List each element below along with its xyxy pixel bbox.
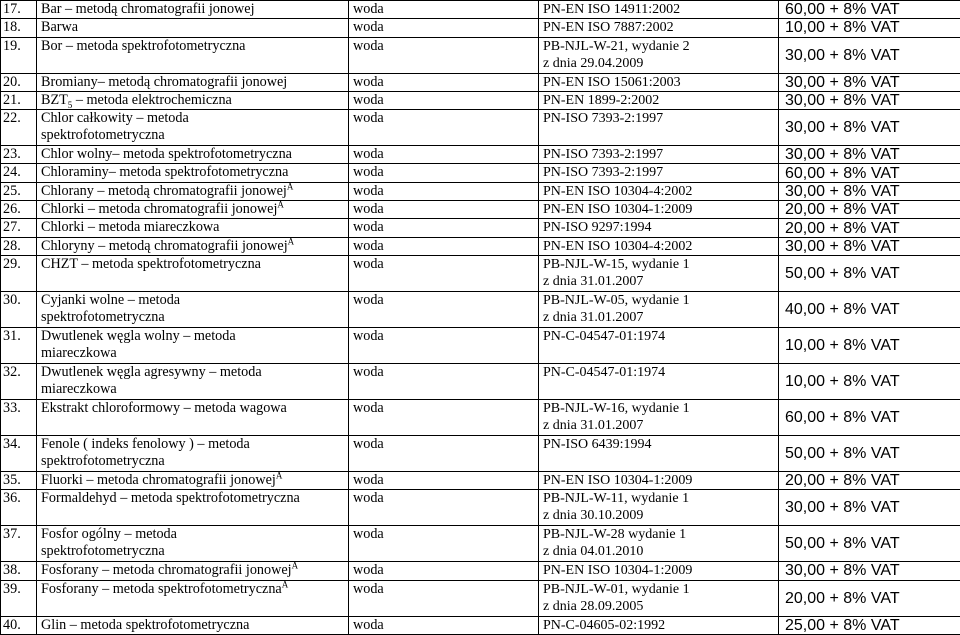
method-text-line2: spektrofotometryczna <box>41 127 165 144</box>
price-cell <box>779 182 960 200</box>
standard-text: PN-EN 1899-2:2002 <box>543 92 660 108</box>
method-cell <box>37 219 349 237</box>
method-cell <box>37 182 349 200</box>
table-row <box>1 19 960 37</box>
standard-cell <box>539 616 779 634</box>
matrix-cell <box>349 201 539 219</box>
standard-cell <box>539 327 779 363</box>
standard-cell <box>539 164 779 182</box>
method-cell <box>37 73 349 91</box>
row-number <box>1 363 37 399</box>
price-cell <box>779 291 960 327</box>
method-superscript: A <box>286 182 294 192</box>
matrix-text: woda <box>353 37 384 54</box>
price-cell <box>779 91 960 109</box>
matrix-cell <box>349 616 539 634</box>
matrix-text: woda <box>353 435 384 452</box>
price-cell <box>779 73 960 91</box>
row-number <box>1 73 37 91</box>
price-text: 20,00 + 8% VAT <box>785 472 900 490</box>
row-number-text: 19. <box>3 37 21 54</box>
row-number-text: 30. <box>3 291 21 308</box>
table-row <box>1 580 960 616</box>
standard-cell <box>539 219 779 237</box>
method-cell <box>37 291 349 327</box>
standard-text: PB-NJL-W-21, wydanie 2 <box>543 38 690 54</box>
matrix-cell <box>349 19 539 37</box>
row-number-text: 23. <box>3 146 21 163</box>
table-row <box>1 182 960 200</box>
matrix-cell <box>349 471 539 489</box>
standard-date: z dnia 04.01.2010 <box>543 544 644 560</box>
table-row <box>1 255 960 291</box>
method-text: BZT <box>41 91 68 108</box>
standard-cell <box>539 1 779 19</box>
row-number <box>1 580 37 616</box>
row-number-text: 38. <box>3 562 21 579</box>
method-superscript: A <box>277 200 284 210</box>
price-text: 30,00 + 8% VAT <box>785 92 900 110</box>
method-cell <box>37 110 349 146</box>
matrix-text: woda <box>353 562 384 579</box>
table-row <box>1 164 960 182</box>
price-cell <box>779 37 960 73</box>
table-row <box>1 399 960 435</box>
row-number <box>1 562 37 580</box>
table-row <box>1 219 960 237</box>
matrix-text: woda <box>353 526 384 543</box>
row-number-text: 26. <box>3 201 21 218</box>
price-text: 30,00 + 8% VAT <box>785 237 900 255</box>
matrix-text: woda <box>353 399 384 416</box>
table-row <box>1 91 960 109</box>
method-cell <box>37 471 349 489</box>
price-text: 10,00 + 8% VAT <box>785 19 900 37</box>
row-number <box>1 399 37 435</box>
method-text-line2: miareczkowa <box>41 344 117 361</box>
row-number <box>1 237 37 255</box>
price-cell <box>779 616 960 634</box>
standard-text: PN-EN ISO 10304-1:2009 <box>543 472 693 488</box>
price-text: 60,00 + 8% VAT <box>785 1 900 19</box>
row-number-text: 34. <box>3 435 21 452</box>
standard-text: PB-NJL-W-05, wydanie 1 <box>543 292 690 308</box>
method-cell <box>37 327 349 363</box>
matrix-text: woda <box>353 146 384 163</box>
method-text: Chlor wolny– metoda spektrofotometryczna <box>41 146 292 163</box>
standard-cell <box>539 363 779 399</box>
price-cell <box>779 327 960 363</box>
standard-date: z dnia 29.04.2009 <box>543 55 644 71</box>
table-row <box>1 73 960 91</box>
method-text: Fluorki – metoda chromatografii jonowej <box>41 471 276 488</box>
matrix-text: woda <box>353 255 384 272</box>
price-cell <box>779 526 960 562</box>
method-text: Chloraminy– metoda spektrofotometryczna <box>41 164 289 181</box>
standard-text: PB-NJL-W-01, wydanie 1 <box>543 581 690 597</box>
matrix-cell <box>349 363 539 399</box>
matrix-text: woda <box>353 471 384 488</box>
method-superscript: A <box>281 580 289 589</box>
standard-text: PB-NJL-W-11, wydanie 1 <box>543 491 690 507</box>
standard-cell <box>539 73 779 91</box>
row-number-text: 35. <box>3 471 21 488</box>
matrix-cell <box>349 291 539 327</box>
method-text: Chloryny – metodą chromatografii jonowej <box>41 237 288 254</box>
matrix-cell <box>349 562 539 580</box>
method-cell <box>37 164 349 182</box>
price-cell <box>779 1 960 19</box>
price-cell <box>779 237 960 255</box>
price-text: 20,00 + 8% VAT <box>785 219 900 237</box>
method-text: Fosfor ogólny – metoda <box>41 526 177 543</box>
standard-text: PN-EN ISO 7887:2002 <box>543 20 674 36</box>
standard-cell <box>539 471 779 489</box>
row-number <box>1 164 37 182</box>
matrix-cell <box>349 182 539 200</box>
row-number <box>1 110 37 146</box>
matrix-cell <box>349 526 539 562</box>
method-text-line2: spektrofotometryczna <box>41 543 165 560</box>
price-cell <box>779 164 960 182</box>
row-number-text: 29. <box>3 255 21 272</box>
row-number-text: 37. <box>3 526 21 543</box>
matrix-text: woda <box>353 73 384 90</box>
method-text: Chlor całkowity – metoda <box>41 110 189 127</box>
method-cell <box>37 1 349 19</box>
row-number <box>1 182 37 200</box>
matrix-text: woda <box>353 182 384 199</box>
method-text-line2: miareczkowa <box>41 380 117 397</box>
standard-text: PN-C-04547-01:1974 <box>543 364 666 380</box>
standard-cell <box>539 562 779 580</box>
method-cell <box>37 526 349 562</box>
method-text: Fenole ( indeks fenolowy ) – metoda <box>41 435 250 452</box>
row-number <box>1 327 37 363</box>
table-row <box>1 363 960 399</box>
method-superscript: A <box>275 471 283 481</box>
row-number <box>1 146 37 164</box>
row-number-text: 33. <box>3 399 21 416</box>
row-number <box>1 490 37 526</box>
standard-text: PB-NJL-W-15, wydanie 1 <box>543 256 690 272</box>
price-cell <box>779 201 960 219</box>
matrix-text: woda <box>353 490 384 507</box>
standard-cell <box>539 490 779 526</box>
matrix-cell <box>349 219 539 237</box>
price-text: 60,00 + 8% VAT <box>785 164 900 182</box>
standard-cell <box>539 580 779 616</box>
standard-text: PN-EN ISO 10304-4:2002 <box>543 238 693 254</box>
row-number-text: 20. <box>3 73 21 90</box>
price-list-body <box>1 1 960 635</box>
standard-cell <box>539 201 779 219</box>
method-cell <box>37 146 349 164</box>
table-row <box>1 616 960 634</box>
table-row <box>1 291 960 327</box>
price-cell <box>779 399 960 435</box>
price-text: 20,00 + 8% VAT <box>785 201 900 219</box>
standard-text: PN-EN ISO 14911:2002 <box>543 2 681 17</box>
standard-cell <box>539 526 779 562</box>
method-cell <box>37 490 349 526</box>
method-cell <box>37 399 349 435</box>
price-text: 20,00 + 8% VAT <box>785 589 900 607</box>
matrix-text: woda <box>353 616 384 633</box>
standard-cell <box>539 435 779 471</box>
matrix-cell <box>349 435 539 471</box>
price-text: 25,00 + 8% VAT <box>785 616 900 634</box>
row-number-text: 39. <box>3 580 21 597</box>
matrix-text: woda <box>353 1 384 17</box>
row-number <box>1 201 37 219</box>
standard-cell <box>539 399 779 435</box>
matrix-text: woda <box>353 363 384 380</box>
row-number <box>1 435 37 471</box>
matrix-cell <box>349 110 539 146</box>
table-row <box>1 526 960 562</box>
price-text: 30,00 + 8% VAT <box>785 146 900 164</box>
table-row <box>1 435 960 471</box>
method-cell <box>37 580 349 616</box>
table-row <box>1 562 960 580</box>
matrix-text: woda <box>353 201 384 218</box>
price-text: 30,00 + 8% VAT <box>785 562 900 580</box>
method-text: Dwutlenek węgla wolny – metoda <box>41 327 236 344</box>
price-cell <box>779 562 960 580</box>
row-number <box>1 291 37 327</box>
price-cell <box>779 19 960 37</box>
method-cell <box>37 37 349 73</box>
standard-text: PB-NJL-W-16, wydanie 1 <box>543 400 690 416</box>
method-text: Dwutlenek węgla agresywny – metoda <box>41 363 262 380</box>
row-number-text: 27. <box>3 219 21 236</box>
method-cell <box>37 616 349 634</box>
row-number <box>1 255 37 291</box>
price-cell <box>779 435 960 471</box>
row-number-text: 28. <box>3 237 21 254</box>
price-text: 50,00 + 8% VAT <box>785 444 900 462</box>
standard-text: PN-ISO 7393-2:1997 <box>543 111 664 127</box>
method-text-rest: – metoda elektrochemiczna <box>72 91 232 108</box>
matrix-cell <box>349 1 539 19</box>
method-cell <box>37 255 349 291</box>
row-number-text: 32. <box>3 363 21 380</box>
method-text: Glin – metoda spektrofotometryczna <box>41 616 250 633</box>
standard-date: z dnia 30.10.2009 <box>543 508 644 524</box>
method-text: Chlorki – metoda miareczkowa <box>41 219 220 236</box>
standard-text: PN-ISO 7393-2:1997 <box>543 165 664 181</box>
table-row <box>1 237 960 255</box>
method-text: Barwa <box>41 19 79 36</box>
price-text: 10,00 + 8% VAT <box>785 336 900 354</box>
standard-text: PN-EN ISO 10304-4:2002 <box>543 183 693 199</box>
price-text: 30,00 + 8% VAT <box>785 119 900 137</box>
standard-text: PN-EN ISO 15061:2003 <box>543 74 681 90</box>
price-text: 10,00 + 8% VAT <box>785 372 900 390</box>
method-text: CHZT – metoda spektrofotometryczna <box>41 255 261 272</box>
standard-cell <box>539 291 779 327</box>
method-text-line2: spektrofotometryczna <box>41 308 165 325</box>
standard-cell <box>539 91 779 109</box>
matrix-cell <box>349 580 539 616</box>
method-cell <box>37 237 349 255</box>
matrix-cell <box>349 327 539 363</box>
matrix-text: woda <box>353 580 384 597</box>
row-number <box>1 526 37 562</box>
table-row <box>1 146 960 164</box>
matrix-cell <box>349 237 539 255</box>
standard-date: z dnia 31.01.2007 <box>543 309 644 325</box>
standard-cell <box>539 255 779 291</box>
table-row <box>1 490 960 526</box>
table-row <box>1 327 960 363</box>
price-cell <box>779 580 960 616</box>
standard-text: PB-NJL-W-28 wydanie 1 <box>543 527 687 543</box>
standard-date: z dnia 31.01.2007 <box>543 273 644 289</box>
standard-text: PN-ISO 7393-2:1997 <box>543 147 664 163</box>
method-text: Chlorany – metodą chromatografii jonowej <box>41 182 287 199</box>
method-cell <box>37 363 349 399</box>
method-text: Bor – metoda spektrofotometryczna <box>41 37 246 54</box>
table-row <box>1 110 960 146</box>
method-cell <box>37 562 349 580</box>
row-number-text: 31. <box>3 327 21 344</box>
row-number-text: 25. <box>3 182 21 199</box>
price-cell <box>779 255 960 291</box>
matrix-text: woda <box>353 110 384 127</box>
method-text: Fosforany – metoda chromatografii jonowej <box>41 562 292 579</box>
row-number <box>1 471 37 489</box>
price-cell <box>779 471 960 489</box>
row-number-text: 40. <box>3 616 21 633</box>
method-superscript: A <box>287 237 295 246</box>
price-text: 30,00 + 8% VAT <box>785 182 900 200</box>
price-text: 50,00 + 8% VAT <box>785 264 900 282</box>
standard-date: z dnia 28.09.2005 <box>543 598 644 614</box>
row-number-text: 17. <box>3 1 21 17</box>
standard-cell <box>539 110 779 146</box>
row-number <box>1 19 37 37</box>
matrix-cell <box>349 255 539 291</box>
matrix-cell <box>349 73 539 91</box>
row-number <box>1 91 37 109</box>
row-number-text: 36. <box>3 490 21 507</box>
row-number-text: 18. <box>3 19 21 36</box>
matrix-cell <box>349 37 539 73</box>
table-row <box>1 471 960 489</box>
price-text: 30,00 + 8% VAT <box>785 46 900 64</box>
matrix-cell <box>349 399 539 435</box>
row-number <box>1 616 37 634</box>
row-number-text: 24. <box>3 164 21 181</box>
standard-cell <box>539 37 779 73</box>
method-text: Cyjanki wolne – metoda <box>41 291 181 308</box>
method-cell <box>37 91 349 109</box>
matrix-text: woda <box>353 19 384 36</box>
method-superscript: A <box>291 561 299 571</box>
standard-date: z dnia 31.01.2007 <box>543 417 644 433</box>
matrix-cell <box>349 490 539 526</box>
standard-text: PN-ISO 9297:1994 <box>543 220 652 236</box>
method-text: Formaldehyd – metoda spektrofotometryczna <box>41 490 300 507</box>
standard-cell <box>539 182 779 200</box>
matrix-cell <box>349 91 539 109</box>
row-number <box>1 219 37 237</box>
matrix-text: woda <box>353 291 384 308</box>
method-text: Bar – metodą chromatografii jonowej <box>41 1 255 17</box>
method-cell <box>37 19 349 37</box>
price-text: 50,00 + 8% VAT <box>785 535 900 553</box>
standard-text: PN-ISO 6439:1994 <box>543 436 652 452</box>
row-number <box>1 1 37 19</box>
price-cell <box>779 363 960 399</box>
standard-cell <box>539 146 779 164</box>
standard-text: PN-EN ISO 10304-1:2009 <box>543 202 693 218</box>
method-cell <box>37 435 349 471</box>
table-row <box>1 1 960 19</box>
price-text: 40,00 + 8% VAT <box>785 300 900 318</box>
method-text-line2: spektrofotometryczna <box>41 452 165 469</box>
method-text: Bromiany– metodą chromatografii jonowej <box>41 73 288 90</box>
price-cell <box>779 219 960 237</box>
row-number <box>1 37 37 73</box>
matrix-cell <box>349 146 539 164</box>
matrix-text: woda <box>353 327 384 344</box>
method-text: Fosforany – metoda spektrofotometryczna <box>41 580 282 597</box>
table-row <box>1 37 960 73</box>
row-number-text: 21. <box>3 91 21 108</box>
standard-text: PN-EN ISO 10304-1:2009 <box>543 563 693 579</box>
standard-text: PN-C-04605-02:1992 <box>543 617 666 633</box>
method-subscript: 5 <box>67 99 73 110</box>
matrix-cell <box>349 164 539 182</box>
row-number-text: 22. <box>3 110 21 127</box>
price-text: 30,00 + 8% VAT <box>785 73 900 91</box>
standard-cell <box>539 19 779 37</box>
method-text: Ekstrakt chloroformowy – metoda wagowa <box>41 399 287 416</box>
price-text: 60,00 + 8% VAT <box>785 408 900 426</box>
matrix-text: woda <box>353 237 384 254</box>
matrix-text: woda <box>353 219 384 236</box>
price-cell <box>779 146 960 164</box>
method-text: Chlorki – metoda chromatografii jonowej <box>41 201 278 218</box>
price-text: 30,00 + 8% VAT <box>785 499 900 517</box>
standard-cell <box>539 237 779 255</box>
matrix-text: woda <box>353 164 384 181</box>
standard-text: PN-C-04547-01:1974 <box>543 328 666 344</box>
price-cell <box>779 490 960 526</box>
method-cell <box>37 201 349 219</box>
table-row <box>1 201 960 219</box>
price-cell <box>779 110 960 146</box>
matrix-text: woda <box>353 91 384 108</box>
